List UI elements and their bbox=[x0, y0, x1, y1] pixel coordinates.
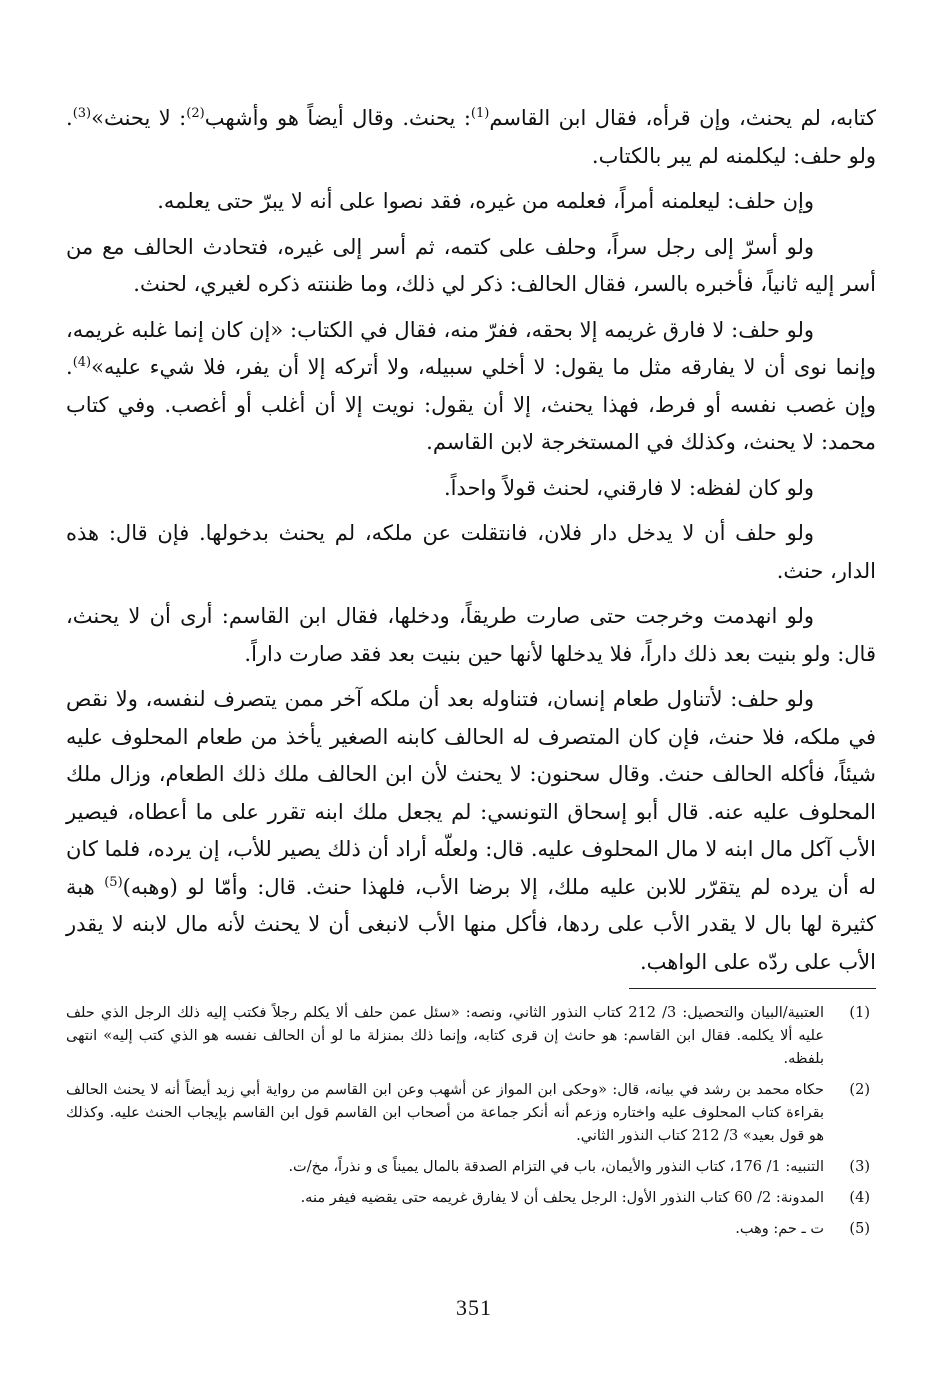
footnote-text: العتبية/البيان والتحصيل: 3/ 212 كتاب النذور الثاني، ونصه: «سئل عمن حلف ألا يكلم رجلاً فكتب إليه ذلك الرجل الذي حلف عليه ألا يكلمه. فقال ابن القاسم: هو حانث إن قرى كتابه، وإنما ذلك بمنزلة ما لو أن الحالف نفسه هو الذي كتب إليه» انتهى بلفظه. bbox=[66, 1005, 824, 1067]
paragraph-5: ولو كان لفظه: لا فارقني، لحنث قولاً واحداً. bbox=[444, 475, 814, 500]
footnote-number: (1) bbox=[849, 1005, 870, 1021]
paragraph-1 bbox=[66, 100, 876, 175]
text-span: . ولو حلف: ليكلمنه لم يبر بالكتاب. bbox=[66, 106, 876, 168]
footnote-ref-3: (3) bbox=[72, 106, 92, 121]
footnote bbox=[66, 1218, 870, 1241]
paragraph-8 bbox=[66, 681, 876, 981]
footnote-ref-2: (2) bbox=[186, 106, 205, 121]
footnote-ref-1: (1) bbox=[470, 106, 490, 121]
footnote bbox=[66, 1187, 870, 1210]
text-span: ولو حلف: لأتناول طعام إنسان، فتناوله بعد أن ملكه آخر ممن يتصرف لنفسه، ولا نقص في ملكه، فلا حنث، فإن كان المتصرف له الحالف كابنه الصغير يأخذ من طعام المحلوف عليه شيئاً، فأكله الحالف حنث. وقال سحنون: لا يحنث لأن ابن الحالف ملك ذلك الطعام، وزال ملك المحلوف عليه عنه. قال أبو إسحاق التونسي: لم يجعل ملك ابنه تقرر على ما أعطاه، فيصير الأب آكل مال ابنه لا مال المحلوف عليه. قال: ولعلّه أراد أن ذلك يصير للأب، إن يرده، فلما كان له أن يرده لم يتقرّر للابن عليه ملك، إلا برضا الأب، فلهذا حنث. قال: وأمّا لو (وهبه) bbox=[66, 687, 876, 899]
footnote-ref-4: (4) bbox=[72, 355, 92, 370]
paragraph-6: ولو حلف أن لا يدخل دار فلان، فانتقلت عن ملكه، لم يحنث بدخولها. فإن قال: هذه الدار، حنث. bbox=[66, 521, 876, 583]
paragraph-3: ولو أسرّ إلى رجل سراً، وحلف على كتمه، ثم أسر إلى غيره، فتحادث الحالف مع من أسر إليه ثانياً، فأخبره بالسر، فقال الحالف: ذكر لي ذلك، وما ظننته ذكره لغيري، لحنث. bbox=[66, 234, 876, 296]
footnote-number: (2) bbox=[849, 1082, 870, 1098]
paragraph-2: وإن حلف: ليعلمنه أمراً، فعلمه من غيره، فقد نصوا على أنه لا يبرّ حتى يعلمه. bbox=[157, 189, 814, 213]
paragraph-4 bbox=[66, 312, 876, 462]
text-span: : يحنث. وقال أيضاً هو وأشهب bbox=[204, 106, 471, 130]
footnote-text: المدونة: 2/ 60 كتاب النذور الأول: الرجل يحلف أن لا يفارق غريمه حتى يقضيه فيفر منه. bbox=[300, 1190, 824, 1206]
text-span: : لا يحنث» bbox=[91, 106, 187, 130]
footnote-ref-5: (5) bbox=[104, 874, 123, 890]
page-number: 351 bbox=[456, 1295, 492, 1320]
text-span: هبة كثيرة لها بال لا يقدر الأب على ردها، فأكل منها الأب لانبغى أن لا يحنث لأنه مال لابنه لا يقدر الأب على ردّه على الواهب. bbox=[66, 874, 876, 974]
footnote-text: التنبيه: 1/ 176، كتاب النذور والأيمان، باب في التزام الصدقة بالمال يميناً ى و نذراً، مخ/ت. bbox=[288, 1159, 824, 1175]
footnote bbox=[66, 1156, 870, 1179]
footnote-number: (5) bbox=[849, 1221, 870, 1237]
footnote-number: (4) bbox=[849, 1190, 870, 1206]
main-text bbox=[66, 100, 876, 989]
text-span: كتابه، لم يحنث، وإن قرأه، فقال ابن القاسم bbox=[489, 106, 876, 130]
text-span: . وإن غصب نفسه أو فرط، فهذا يحنث، إلا أن يقول: نويت إلا أن أغلب أو أغصب. وفي كتاب محمد: لا يحنث، وكذلك في المستخرجة لابن القاسم. bbox=[66, 355, 876, 454]
footnote bbox=[66, 1002, 870, 1071]
footnotes bbox=[66, 1002, 870, 1249]
footnote-text: حكاه محمد بن رشد في بيانه، قال: «وحكى ابن المواز عن أشهب وعن ابن القاسم من رواية أبي زيد أيضاً أنه لا يحنث الحالف بقراءة كتاب المحلوف عليه واختاره وزعم أنه أنكر جماعة من أصحاب ابن القاسم قول ابن القاسم بإيجاب الحنث عليه. وكذلك هو قول بعيد» 3/ 212 كتاب النذور الثاني. bbox=[66, 1082, 824, 1144]
footnote-number: (3) bbox=[849, 1159, 870, 1175]
footnote bbox=[66, 1079, 870, 1148]
text-span: ولو حلف: لا فارق غريمه إلا بحقه، ففرّ منه، فقال في الكتاب: «إن كان إنما غلبه غريمه، وإنما نوى أن لا يفارقه مثل ما يقول: لا أخلي سبيله، ولا أتركه إلا أن يفر، فلا شيء عليه» bbox=[66, 317, 876, 379]
paragraph-7: ولو انهدمت وخرجت حتى صارت طريقاً، ودخلها، فقال ابن القاسم: أرى أن لا يحنث، قال: ولو بنيت بعد ذلك داراً، فلا يدخلها لأنها حين بنيت بعد فقد صارت داراً. bbox=[66, 604, 876, 666]
footnote-divider bbox=[629, 988, 876, 989]
footnote-text: ت ـ حم: وهب. bbox=[735, 1221, 824, 1237]
